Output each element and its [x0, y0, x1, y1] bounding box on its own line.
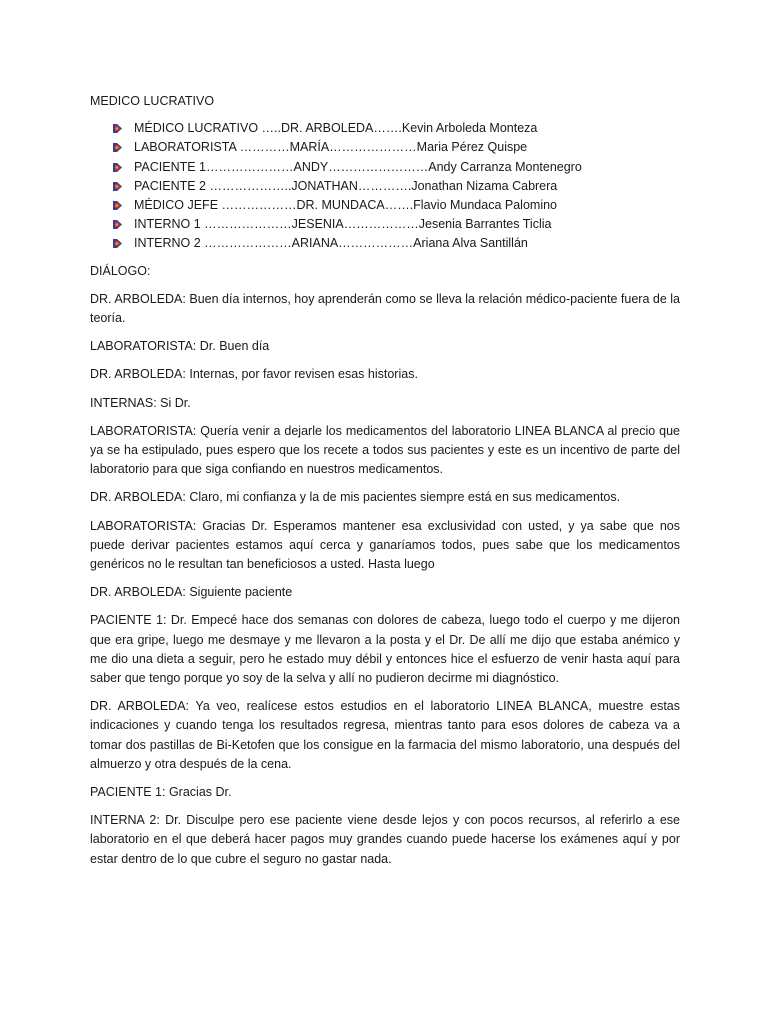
cast-list [90, 119, 680, 253]
speaker-name: DR. ARBOLEDA: [90, 291, 186, 306]
dialogue-text: Gracias Dr. Esperamos mantener esa exclusividad con usted, y ya sabe que nos puede derivar pacientes estamos aquí cerca y ganaríamos todos, pues sabe que los medicamentos genéricos no le resultan tan beneficiosos a usted. Hasta luego [90, 518, 680, 571]
arrow-bullet-icon [112, 123, 123, 134]
cast-item-text: LABORATORISTA …………MARÍA…………………Maria Pérez Quispe [134, 140, 528, 155]
dialogue-line [90, 611, 680, 688]
cast-item-text: MÉDICO LUCRATIVO …..DR. ARBOLEDA…….Kevin Arboleda Monteza [134, 121, 538, 136]
document-title: MEDICO LUCRATIVO [90, 94, 215, 108]
speaker-name: INTERNAS: [90, 395, 157, 410]
dialogue-text: Dr. Buen día [196, 339, 270, 354]
dialogue-line [90, 697, 680, 774]
arrow-bullet-icon [112, 238, 123, 249]
cast-item [90, 196, 680, 215]
arrow-bullet-icon [112, 219, 123, 230]
dialogue-text: Siguiente paciente [185, 585, 293, 600]
arrow-bullet-icon [112, 162, 123, 173]
speaker-name: DR. ARBOLEDA: [90, 585, 186, 600]
speaker-name: PACIENTE 1: [90, 784, 166, 799]
dialogue-line [90, 337, 680, 356]
dialogue-line [90, 394, 680, 413]
dialogue-text: Quería venir a dejarle los medicamentos del laboratorio LINEA BLANCA al precio que ya se ha estipulado, pues espero que los recete a todos sus pacientes y este es un incentivo de parte del laboratorio para que siga confiando en nuestros medicamentos. [90, 423, 680, 477]
dialogue-line [90, 583, 680, 602]
arrow-bullet-icon [112, 200, 123, 211]
dialogue-line [90, 422, 680, 480]
speaker-name: DR. ARBOLEDA: [90, 699, 190, 714]
cast-item [90, 215, 680, 234]
cast-item [90, 138, 680, 157]
dialogue-line [90, 517, 680, 575]
cast-item [90, 177, 680, 196]
speaker-name: PACIENTE 1: [90, 613, 167, 628]
speaker-name: INTERNA 2: [90, 813, 160, 828]
speaker-name: LABORATORISTA: [90, 339, 197, 354]
speaker-name: DR. ARBOLEDA: [90, 490, 186, 505]
dialogue-line [90, 811, 680, 869]
dialogue-text: Dr. Empecé hace dos semanas con dolores de cabeza, luego todo el cuerpo y me dijeron que era gripe, luego me desmaye y me llevaron a la posta y el Dr. De allí me dijo que estaba anémico y me dio una dieta a seguir, pero he estado muy débil y entonces hice el esfuerzo de venir hasta aquí para saber que tengo porque yo soy de la selva y allí no pudieron decirme mi diagnóstico. [90, 613, 681, 685]
speaker-name: DR. ARBOLEDA: [90, 367, 186, 382]
dialogue-text: Claro, mi confianza y la de mis pacientes siempre está en sus medicamentos. [185, 490, 621, 505]
dialogue-text: Dr. Disculpe pero ese paciente viene desde lejos y con pocos recursos, al referirlo a ese laboratorio en el que deberá hacer pagos muy grandes cuando puede hacerse los exámenes aquí y por estar dentro de lo que cubre el seguro no gastar nada. [90, 813, 680, 866]
cast-item-text: MÉDICO JEFE ………………DR. MUNDACA…….Flavio Mundaca Palomino [134, 197, 557, 212]
dialogue-heading: DIÁLOGO: [90, 263, 151, 278]
speaker-name: LABORATORISTA: [90, 518, 197, 533]
dialogue-line [90, 290, 680, 328]
dialogue-text: Gracias Dr. [165, 784, 232, 799]
cast-item [90, 158, 680, 177]
dialogue-line [90, 365, 680, 384]
cast-item-text: PACIENTE 2 ………………..JONATHAN………….Jonathan Nizama Cabrera [134, 178, 558, 193]
dialogue-text: Si Dr. [156, 395, 191, 410]
cast-item [90, 234, 680, 253]
cast-item [90, 119, 680, 138]
dialogue-text: Buen día internos, hoy aprenderán como se lleva la relación médico-paciente fuera de la teoría. [90, 291, 680, 325]
speaker-name: LABORATORISTA: [90, 423, 197, 438]
dialogue-line [90, 488, 680, 507]
dialogue-section [90, 290, 680, 869]
document-content [90, 92, 680, 878]
cast-item-text: INTERNO 2 …………………ARIANA………………Ariana Alva Santillán [134, 236, 528, 251]
dialogue-line [90, 783, 680, 802]
dialogue-text: Ya veo, realícese estos estudios en el laboratorio LINEA BLANCA, muestre estas indicaciones y cuando tenga los resultados regresa, mientras tanto para esos dolores de cabeza va a tomar dos pastillas de Bi-Ketofen que los consigue en la farmacia del mismo laboratorio, una después del almuerzo y otra después de la cena. [90, 699, 680, 771]
arrow-bullet-icon [112, 181, 123, 192]
cast-item-text: PACIENTE 1…………………ANDY……………………Andy Carranza Montenegro [134, 159, 582, 174]
arrow-bullet-icon [112, 142, 123, 153]
cast-item-text: INTERNO 1 …………………JESENIA………………Jesenia Barrantes Ticlia [134, 217, 552, 232]
dialogue-text: Internas, por favor revisen esas historias. [185, 367, 418, 382]
